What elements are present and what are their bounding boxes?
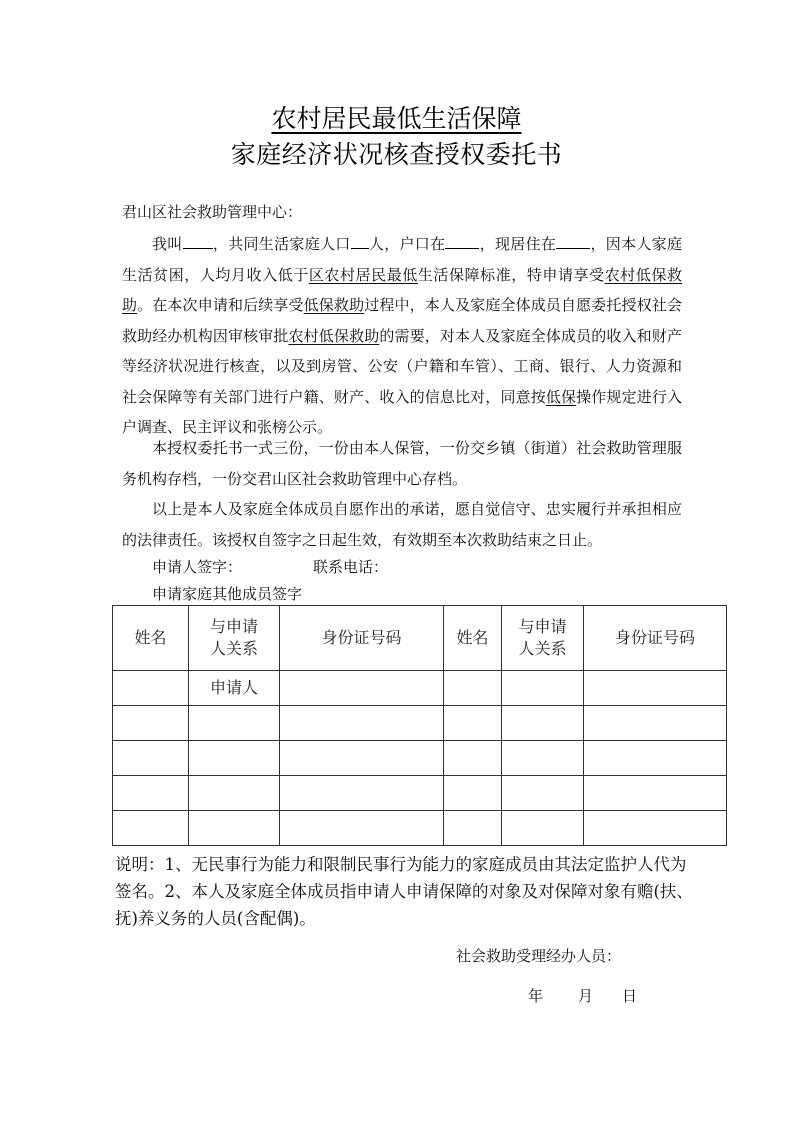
addressee: 君山区社会救助管理中心： <box>122 203 303 221</box>
cell-relation[interactable]: 申请人 <box>189 671 280 706</box>
family-members-table <box>112 605 727 846</box>
table-header-row <box>113 606 727 671</box>
p1-text: 我叫 <box>152 235 183 253</box>
name-blank[interactable] <box>183 232 213 249</box>
header-relation <box>502 606 584 671</box>
underlined-text: 低保救助 <box>303 296 365 314</box>
cell-name[interactable] <box>444 741 502 776</box>
cell-relation[interactable] <box>189 741 280 776</box>
underlined-text: 农村低保救助 <box>288 326 380 345</box>
cell-relation[interactable] <box>189 706 280 741</box>
cell-relation[interactable] <box>502 741 584 776</box>
residence-blank[interactable] <box>556 232 590 249</box>
hukou-blank[interactable] <box>445 232 479 249</box>
cell-relation[interactable] <box>502 811 584 846</box>
date-month-label: 月 <box>578 987 594 1005</box>
applicant-signature-label: 申请人签字： <box>152 558 243 576</box>
p1-text: ，现居住在 <box>479 235 557 253</box>
header-name: 姓名 <box>113 606 189 671</box>
p1-text: ，因本人家庭生活贫困，人均月收入低于 <box>122 235 682 284</box>
household-size-blank[interactable] <box>351 232 369 249</box>
table-row <box>113 811 727 846</box>
title-line-1-text: 农村居民最低生活保障 <box>271 104 522 133</box>
cell-id-number[interactable] <box>280 671 444 706</box>
p1-text: 的需要，对本人及家庭全体成员的收入和财产等经济状况进行核查，以及到房管、公安（户籍和车管）、工商、银行、人力资源和社会保障等有关部门进行户籍、财产、收入的信息比对，同意按 <box>122 326 682 406</box>
cell-name[interactable] <box>113 741 189 776</box>
header-id-number: 身份证号码 <box>584 606 727 671</box>
cell-name[interactable] <box>444 706 502 741</box>
title-line-2: 家庭经济状况核查授权委托书 <box>230 140 563 169</box>
paragraph-2: 本授权委托书一式三份，一份由本人保管，一份交乡镇（街道）社会救助管理服务机构存档，一份交君山区社会救助管理中心存档。 <box>122 439 682 488</box>
title-line-1 <box>0 102 793 136</box>
cell-name[interactable] <box>113 671 189 706</box>
cell-name[interactable] <box>113 811 189 846</box>
family-signature-label: 申请家庭其他成员签字 <box>152 585 303 603</box>
header-relation <box>189 606 280 671</box>
cell-relation[interactable] <box>189 811 280 846</box>
p1-text: 人，户口在 <box>368 235 446 253</box>
cell-name[interactable] <box>113 776 189 811</box>
cell-relation[interactable] <box>502 776 584 811</box>
header-name: 姓名 <box>444 606 502 671</box>
cell-name[interactable] <box>444 776 502 811</box>
cell-id-number[interactable] <box>584 811 727 846</box>
table-row <box>113 776 727 811</box>
cell-id-number[interactable] <box>280 741 444 776</box>
underlined-text: 低保 <box>545 387 577 406</box>
header-relation-text: 与申请人关系 <box>210 617 259 658</box>
cell-name[interactable] <box>113 706 189 741</box>
cell-id-number[interactable] <box>280 776 444 811</box>
officer-signature-label: 社会救助受理经办人员： <box>456 947 622 965</box>
explanatory-note: 说明：1、无民事行为能力和限制民事行为能力的家庭成员由其法定监护人代为签名。2、本人及家庭全体成员指申请人申请保障的对象及对保障对象有赡(扶、抚)养义务的人员(含配偶)。 <box>115 855 693 928</box>
underlined-text: 农村低保救助 <box>122 265 682 314</box>
cell-id-number[interactable] <box>584 776 727 811</box>
cell-id-number[interactable] <box>584 706 727 741</box>
cell-relation[interactable] <box>189 776 280 811</box>
p1-text: 操作规定进行入户调查、民主评议和张榜公示。 <box>122 387 682 436</box>
cell-relation[interactable] <box>502 671 584 706</box>
cell-id-number[interactable] <box>584 741 727 776</box>
header-relation-text: 与申请人关系 <box>518 617 567 658</box>
p1-text: 生活保障标准，特申请享受 <box>417 265 605 284</box>
cell-id-number[interactable] <box>280 706 444 741</box>
p1-text: 过程中，本人及家庭全体成员自愿委托授权社会救助经办机构因审核审批 <box>122 296 682 345</box>
paragraph-3: 以上是本人及家庭全体成员自愿作出的承诺，愿自觉信守、忠实履行并承担相应的法律责任。该授权自签字之日起生效，有效期至本次救助结束之日止。 <box>122 500 682 549</box>
table-row <box>113 706 727 741</box>
table-row <box>113 741 727 776</box>
header-id-number: 身份证号码 <box>280 606 444 671</box>
cell-name[interactable] <box>444 671 502 706</box>
cell-relation[interactable] <box>502 706 584 741</box>
paragraph-1 <box>122 229 682 443</box>
cell-id-number[interactable] <box>584 671 727 706</box>
underlined-text: 区农村居民最低 <box>308 265 418 284</box>
cell-name[interactable] <box>444 811 502 846</box>
table-row <box>113 671 727 706</box>
date-day-label: 日 <box>622 987 638 1005</box>
p1-text: 。在本次申请和后续享受 <box>137 296 304 314</box>
date-year-label: 年 <box>528 987 544 1005</box>
p1-text: ，共同生活家庭人口 <box>212 235 351 253</box>
cell-id-number[interactable] <box>280 811 444 846</box>
contact-phone-label: 联系电话： <box>313 558 389 576</box>
